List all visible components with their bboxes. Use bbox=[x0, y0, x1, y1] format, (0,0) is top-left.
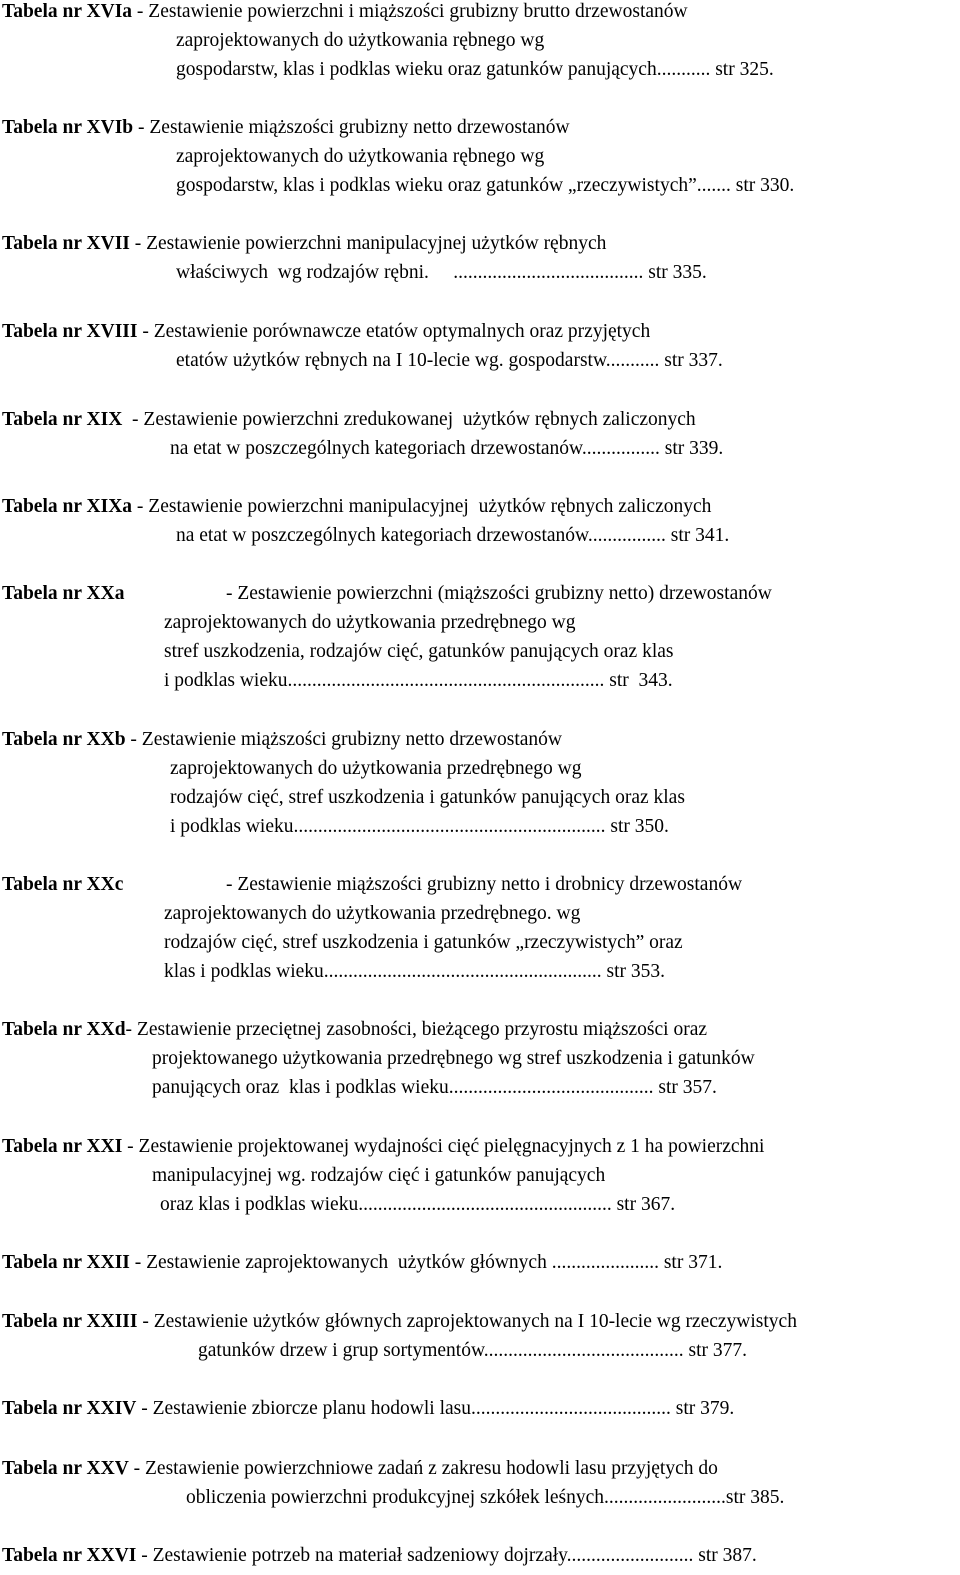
toc-entry-first-line bbox=[2, 1546, 757, 1566]
entry-text: - Zestawienie potrzeb na materiał sadzeniowy dojrzały.......................... str 387. bbox=[136, 1545, 757, 1566]
toc-entry-first-line bbox=[2, 1399, 734, 1419]
entry-continuation-line: oraz klas i podklas wieku.................................................... str 367. bbox=[160, 1194, 676, 1215]
toc-entry-first-line bbox=[2, 322, 650, 342]
toc-entry-first-line bbox=[2, 234, 606, 254]
table-label: Tabela nr XXV bbox=[2, 1458, 129, 1479]
entry-continuation-line: zaprojektowanych do użytkowania przedrębnego wg bbox=[170, 758, 582, 779]
table-label: Tabela nr XXa bbox=[2, 583, 125, 604]
toc-entry-first-line bbox=[2, 410, 696, 430]
toc-entry-first-line bbox=[2, 497, 711, 517]
entry-text: - Zestawienie projektowanej wydajności cięć pielęgnacyjnych z 1 ha powierzchni bbox=[122, 1136, 765, 1157]
entry-text: - Zestawienie powierzchni zredukowanej użytków rębnych zaliczonych bbox=[122, 409, 696, 430]
table-label: Tabela nr XVIa bbox=[2, 1, 133, 22]
entry-text: - Zestawienie porównawcze etatów optymalnych oraz przyjętych bbox=[137, 321, 651, 342]
entry-text: - Zestawienie powierzchniowe zadań z zakresu hodowli lasu przyjętych do bbox=[128, 1458, 718, 1479]
entry-continuation-line: rodzajów cięć, stref uszkodzenia i gatunków „rzeczywistych” oraz bbox=[164, 932, 683, 953]
toc-entry-first-line bbox=[2, 1253, 722, 1273]
toc-entry-first-line bbox=[2, 1020, 707, 1040]
entry-continuation-line: zaprojektowanych do użytkowania rębnego wg bbox=[176, 30, 545, 51]
entry-text: - Zestawienie zbiorcze planu hodowli lasu......................................... str 379. bbox=[136, 1398, 735, 1419]
entry-text: - Zestawienie miąższości grubizny netto drzewostanów bbox=[125, 729, 562, 750]
entry-continuation-line: etatów użytków rębnych na I 10-lecie wg. gospodarstw........... str 337. bbox=[176, 350, 723, 371]
entry-text: - Zestawienie miąższości grubizny netto drzewostanów bbox=[133, 117, 570, 138]
entry-continuation-line: zaprojektowanych do użytkowania przedrębnego wg bbox=[164, 612, 576, 633]
toc-entry-first-line bbox=[2, 1312, 797, 1332]
entry-continuation-line: klas i podklas wieku......................................................... str 353. bbox=[164, 961, 666, 982]
entry-text: - Zestawienie zaprojektowanych użytków głównych ...................... str 371. bbox=[129, 1252, 723, 1273]
table-label: Tabela nr XIXa bbox=[2, 496, 133, 517]
table-label: Tabela nr XIX bbox=[2, 409, 123, 430]
entry-text: - Zestawienie powierzchni manipulacyjnej użytków rębnych zaliczonych bbox=[132, 496, 712, 517]
table-label: Tabela nr XXb bbox=[2, 729, 126, 750]
table-label: Tabela nr XXVI bbox=[2, 1545, 137, 1566]
entry-continuation-line: manipulacyjnej wg. rodzajów cięć i gatunków panujących bbox=[152, 1165, 606, 1186]
table-label: Tabela nr XVII bbox=[2, 233, 130, 254]
entry-text: - Zestawienie miąższości grubizny netto i drobnicy drzewostanów bbox=[226, 874, 743, 895]
table-label: Tabela nr XXc bbox=[2, 874, 124, 895]
entry-continuation-line: projektowanego użytkowania przedrębnego wg stref uszkodzenia i gatunków bbox=[152, 1048, 755, 1069]
toc-entry-first-line bbox=[2, 1137, 764, 1157]
entry-continuation-line: obliczenia powierzchni produkcyjnej szkółek leśnych.........................str 385. bbox=[186, 1487, 785, 1508]
table-label: Tabela nr XVIb bbox=[2, 117, 134, 138]
entry-continuation-line: i podklas wieku................................................................. str 343. bbox=[164, 670, 673, 691]
entry-text: - Zestawienie przeciętnej zasobności, bieżącego przyrostu miąższości oraz bbox=[125, 1019, 708, 1040]
entry-continuation-line: gospodarstw, klas i podklas wieku oraz gatunków panujących........... str 325. bbox=[176, 59, 774, 80]
entry-continuation-line: zaprojektowanych do użytkowania rębnego wg bbox=[176, 146, 545, 167]
entry-continuation-line: i podklas wieku................................................................ str 350. bbox=[170, 816, 669, 837]
table-label: Tabela nr XXIV bbox=[2, 1398, 137, 1419]
table-label: Tabela nr XXII bbox=[2, 1252, 130, 1273]
entry-text: - Zestawienie powierzchni (miąższości grubizny netto) drzewostanów bbox=[226, 583, 772, 604]
table-label: Tabela nr XXI bbox=[2, 1136, 123, 1157]
toc-entry-first-line bbox=[2, 1459, 718, 1479]
table-label: Tabela nr XXIII bbox=[2, 1311, 138, 1332]
entry-text: - Zestawienie użytków głównych zaprojektowanych na I 10-lecie wg rzeczywistych bbox=[137, 1311, 797, 1332]
toc-entry-first-line bbox=[2, 730, 562, 750]
entry-continuation-line: panujących oraz klas i podklas wieku.......................................... str 357. bbox=[152, 1077, 717, 1098]
entry-continuation-line: stref uszkodzenia, rodzajów cięć, gatunków panujących oraz klas bbox=[164, 641, 674, 662]
toc-entry-first-line bbox=[2, 118, 570, 138]
table-label: Tabela nr XVIII bbox=[2, 321, 138, 342]
entry-text: - Zestawienie powierzchni i miąższości grubizny brutto drzewostanów bbox=[132, 1, 688, 22]
entry-continuation-line: zaprojektowanych do użytkowania przedrębnego. wg bbox=[164, 903, 581, 924]
entry-text: - Zestawienie powierzchni manipulacyjnej użytków rębnych bbox=[129, 233, 607, 254]
entry-continuation-line: gatunków drzew i grup sortymentów......................................... str 377. bbox=[198, 1340, 748, 1361]
entry-continuation-line: właściwych wg rodzajów rębni. ....................................... str 335. bbox=[176, 262, 707, 283]
entry-continuation-line: rodzajów cięć, stref uszkodzenia i gatunków panujących oraz klas bbox=[170, 787, 685, 808]
toc-entry-first-line bbox=[2, 2, 688, 22]
entry-continuation-line: gospodarstw, klas i podklas wieku oraz gatunków „rzeczywistych”....... str 330. bbox=[176, 175, 795, 196]
entry-continuation-line: na etat w poszczególnych kategoriach drzewostanów................ str 339. bbox=[170, 438, 724, 459]
entry-continuation-line: na etat w poszczególnych kategoriach drzewostanów................ str 341. bbox=[176, 525, 730, 546]
table-label: Tabela nr XXd bbox=[2, 1019, 126, 1040]
